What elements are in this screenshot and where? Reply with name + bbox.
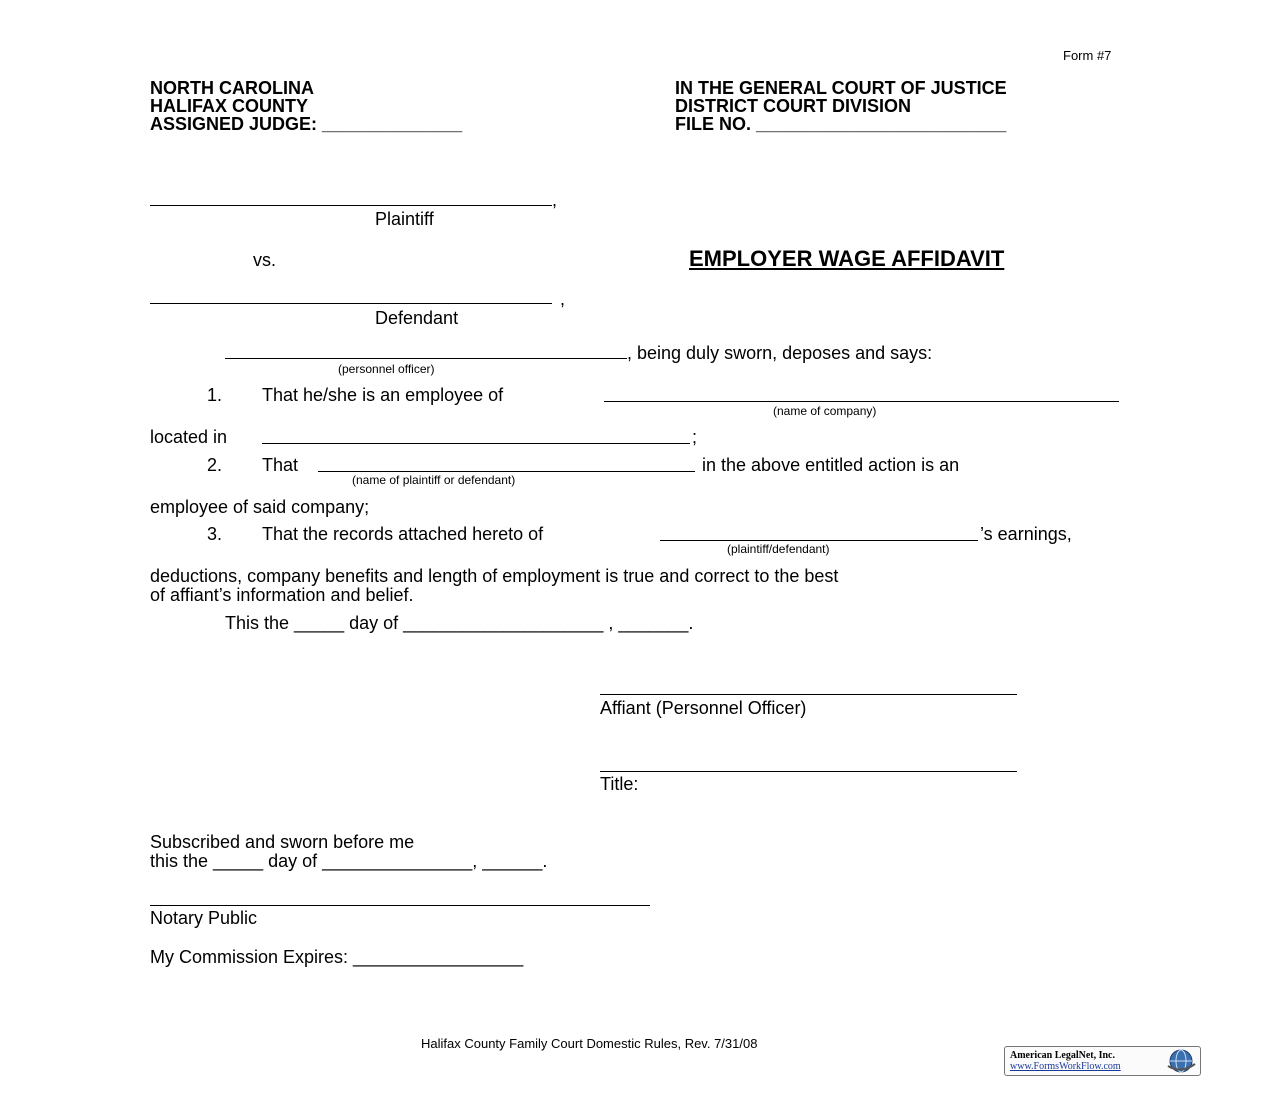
- employee-line: employee of said company;: [150, 497, 370, 517]
- plaintiff-defendant-hint: (name of plaintiff or defendant): [352, 473, 516, 487]
- defendant-label: Defendant: [375, 308, 459, 328]
- personnel-officer-line[interactable]: [225, 358, 627, 359]
- header-assigned-judge[interactable]: ASSIGNED JUDGE: ______________: [150, 114, 463, 134]
- location-line[interactable]: [262, 443, 690, 444]
- located-in-end: ;: [692, 427, 698, 447]
- item-3-text: That the records attached hereto of: [262, 524, 544, 544]
- defendant-comma: ,: [560, 289, 566, 309]
- title-signature-line[interactable]: [600, 771, 1017, 772]
- form-number: Form #7: [1063, 48, 1112, 63]
- commission-expires[interactable]: My Commission Expires: _________________: [150, 947, 524, 967]
- affiant-label: Affiant (Personnel Officer): [600, 698, 807, 718]
- notary-signature-line[interactable]: [150, 905, 650, 906]
- located-in-label: located in: [150, 427, 228, 447]
- document-title: EMPLOYER WAGE AFFIDAVIT: [689, 246, 1005, 271]
- plaintiff-defendant-hint-2: (plaintiff/defendant): [727, 542, 830, 556]
- item-1-text: That he/she is an employee of: [262, 385, 504, 405]
- header-court: IN THE GENERAL COURT OF JUSTICE: [675, 78, 1007, 98]
- title-label: Title:: [600, 774, 639, 794]
- vs-label: vs.: [253, 250, 277, 270]
- american-legalnet-logo[interactable]: [1004, 1046, 1201, 1076]
- notary-line-2[interactable]: this the _____ day of _______________, ______.: [150, 851, 548, 871]
- item-3-number: 3.: [207, 524, 223, 544]
- date-line[interactable]: This the _____ day of ____________________ , _______.: [225, 613, 694, 633]
- company-hint: (name of company): [773, 404, 877, 418]
- item-1-number: 1.: [207, 385, 223, 405]
- deductions-line-1: deductions, company benefits and length of employment is true and correct to the best: [150, 566, 839, 586]
- header-county: HALIFAX COUNTY: [150, 96, 309, 116]
- item-2-number: 2.: [207, 455, 223, 475]
- plaintiff-name-line[interactable]: [150, 205, 552, 206]
- affiant-signature-line[interactable]: [600, 694, 1017, 695]
- logo-company-name: American LegalNet, Inc.: [1010, 1050, 1115, 1061]
- plaintiff-label: Plaintiff: [375, 209, 434, 229]
- item-3-end: ’s earnings,: [980, 524, 1072, 544]
- plaintiff-comma: ,: [552, 190, 558, 210]
- notary-public-label: Notary Public: [150, 908, 258, 928]
- plaintiff-defendant-line[interactable]: [660, 540, 978, 541]
- header-state: NORTH CAROLINA: [150, 78, 314, 98]
- item-2-that: That: [262, 455, 299, 475]
- deductions-line-2: of affiant’s information and belief.: [150, 585, 414, 605]
- header-division: DISTRICT COURT DIVISION: [675, 96, 912, 116]
- sworn-statement: , being duly sworn, deposes and says:: [627, 343, 933, 363]
- footer-text: Halifax County Family Court Domestic Rules, Rev. 7/31/08: [421, 1036, 758, 1051]
- item-2-rest: in the above entitled action is an: [702, 455, 960, 475]
- logo-url[interactable]: www.FormsWorkFlow.com: [1010, 1061, 1121, 1072]
- party-name-line[interactable]: [318, 471, 695, 472]
- company-name-line[interactable]: [604, 401, 1119, 402]
- personnel-officer-hint: (personnel officer): [338, 362, 435, 376]
- defendant-name-line[interactable]: [150, 303, 552, 304]
- notary-line-1: Subscribed and sworn before me: [150, 832, 415, 852]
- globe-icon: [1164, 1048, 1198, 1074]
- header-file-no[interactable]: FILE NO. _________________________: [675, 114, 1007, 134]
